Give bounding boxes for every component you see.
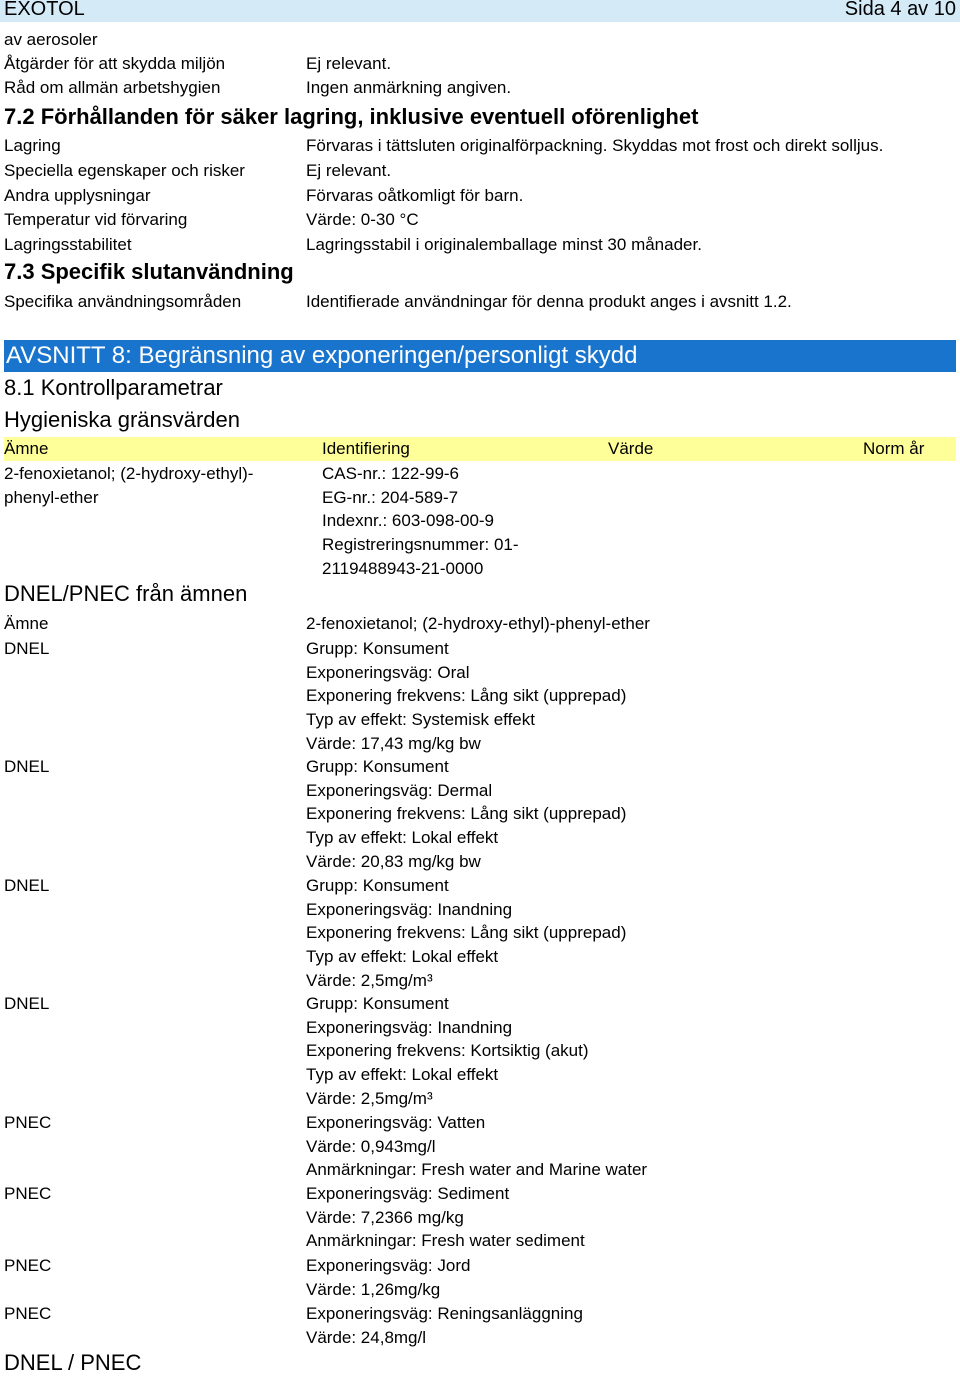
entry-type: DNEL bbox=[4, 876, 50, 895]
entry-detail-line: Exponeringsväg: Vatten bbox=[306, 1113, 486, 1132]
section-8-title: AVSNITT 8: Begränsning av exponeringen/personligt skydd bbox=[6, 342, 638, 369]
entry-detail-line: Grupp: Konsument bbox=[306, 757, 449, 776]
registration-number: Registreringsnummer: 01- bbox=[322, 535, 519, 555]
entry-details bbox=[306, 637, 626, 755]
value-arbetshygien: Ingen anmärkning angiven. bbox=[306, 78, 512, 97]
page-header bbox=[0, 0, 960, 22]
entry-type: PNEC bbox=[4, 1184, 52, 1203]
entry-detail-line: Typ av effekt: Lokal effekt bbox=[306, 947, 499, 967]
entry-details bbox=[306, 1254, 470, 1301]
index-number: Indexnr.: 603-098-00-9 bbox=[322, 511, 495, 531]
col-amne: Ämne bbox=[4, 439, 49, 458]
label-miljo: Åtgärder för att skydda miljön bbox=[4, 54, 226, 73]
entry-type: DNEL bbox=[4, 639, 50, 658]
label-arbetshygien: Råd om allmän arbetshygien bbox=[4, 78, 221, 97]
entry-detail-line: Anmärkningar: Fresh water sediment bbox=[306, 1231, 585, 1251]
dnel-substance-label: Ämne bbox=[4, 614, 49, 633]
registration-number-cont: 2119488943-21-0000 bbox=[322, 558, 484, 578]
label-anvandningsomraden: Specifika användningsområden bbox=[4, 292, 242, 311]
page-number: Sida 4 av 10 bbox=[844, 0, 956, 20]
value-anvandningsomraden: Identifierade användningar för denna produkt anges i avsnitt 1.2. bbox=[306, 292, 792, 311]
value-andra: Förvaras oåtkomligt för barn. bbox=[306, 186, 524, 205]
dnel-pnec-title: DNEL/PNEC från ämnen bbox=[4, 581, 248, 606]
dnel-substance-value: 2-fenoxietanol; (2-hydroxy-ethyl)-phenyl-ether bbox=[306, 614, 650, 633]
entry-detail-line: Grupp: Konsument bbox=[306, 639, 449, 658]
entry-details bbox=[306, 1302, 583, 1349]
col-norm-ar: Norm år bbox=[863, 439, 925, 458]
substance-line: phenyl-ether bbox=[4, 487, 99, 507]
entry-detail-line: Värde: 2,5mg/m³ bbox=[306, 1088, 433, 1108]
label-andra: Andra upplysningar bbox=[4, 186, 151, 205]
entry-detail-line: Exponering frekvens: Lång sikt (upprepad) bbox=[306, 923, 627, 943]
hygiene-table-header bbox=[4, 437, 956, 461]
entry-type: PNEC bbox=[4, 1304, 52, 1323]
substance-identifiers bbox=[322, 462, 519, 580]
entry-detail-line: Värde: 17,43 mg/kg bw bbox=[306, 733, 481, 753]
hygiene-limits-title: Hygieniska gränsvärden bbox=[4, 407, 241, 432]
cas-number: CAS-nr.: 122-99-6 bbox=[322, 464, 460, 483]
entry-detail-line: Exponeringsväg: Inandning bbox=[306, 899, 513, 919]
label-temperatur: Temperatur vid förvaring bbox=[4, 210, 188, 229]
product-name: EXOTOL bbox=[4, 0, 85, 20]
entry-detail-line: Exponeringsväg: Inandning bbox=[306, 1017, 513, 1037]
entry-detail-line: Grupp: Konsument bbox=[306, 876, 449, 895]
entry-detail-line: Exponeringsväg: Sediment bbox=[306, 1184, 510, 1203]
entry-detail-line: Typ av effekt: Systemisk effekt bbox=[306, 710, 535, 730]
section-7-2-title: 7.2 Förhållanden för säker lagring, inklusive eventuell oförenlighet bbox=[4, 104, 699, 129]
entry-detail-line: Värde: 7,2366 mg/kg bbox=[306, 1207, 464, 1227]
entry-detail-line: Exponering frekvens: Lång sikt (upprepad) bbox=[306, 804, 627, 824]
entry-detail-line: Exponeringsväg: Reningsanläggning bbox=[306, 1304, 583, 1323]
substance-name bbox=[4, 462, 253, 509]
entry-type: PNEC bbox=[4, 1113, 52, 1132]
entry-details bbox=[306, 1111, 647, 1182]
entry-type: DNEL bbox=[4, 757, 50, 776]
entry-detail-line: Typ av effekt: Lokal effekt bbox=[306, 828, 499, 848]
label-speciella: Speciella egenskaper och risker bbox=[4, 161, 245, 180]
col-identifiering: Identifiering bbox=[322, 439, 410, 458]
label-lagring: Lagring bbox=[4, 136, 61, 155]
entry-details bbox=[306, 992, 589, 1110]
entry-details bbox=[306, 1182, 585, 1253]
value-temperatur: Värde: 0-30 °C bbox=[306, 210, 419, 229]
eg-number: EG-nr.: 204-589-7 bbox=[322, 487, 459, 507]
entry-type: PNEC bbox=[4, 1256, 52, 1275]
col-varde: Värde bbox=[608, 439, 654, 458]
entry-detail-line: Exponering frekvens: Lång sikt (upprepad) bbox=[306, 686, 627, 706]
section-8-1-title: 8.1 Kontrollparametrar bbox=[4, 375, 223, 400]
entry-detail-line: Exponeringsväg: Jord bbox=[306, 1256, 471, 1275]
entry-detail-line: Värde: 24,8mg/l bbox=[306, 1327, 427, 1347]
entry-detail-line: Typ av effekt: Lokal effekt bbox=[306, 1065, 499, 1085]
label-lagringsstabilitet: Lagringsstabilitet bbox=[4, 235, 132, 254]
entry-detail-line: Värde: 0,943mg/l bbox=[306, 1136, 436, 1156]
substance-line: 2-fenoxietanol; (2-hydroxy-ethyl)- bbox=[4, 464, 254, 483]
entry-detail-line: Värde: 20,83 mg/kg bw bbox=[306, 851, 481, 871]
entry-detail-line: Exponering frekvens: Kortsiktig (akut) bbox=[306, 1041, 589, 1061]
entry-details bbox=[306, 874, 626, 992]
entry-detail-line: Exponeringsväg: Dermal bbox=[306, 780, 493, 800]
entry-detail-line: Anmärkningar: Fresh water and Marine water bbox=[306, 1160, 648, 1180]
dnel-pnec-subtitle: DNEL / PNEC bbox=[4, 1350, 142, 1375]
section-7-3-title: 7.3 Specifik slutanvändning bbox=[4, 259, 294, 284]
entry-type: DNEL bbox=[4, 994, 50, 1013]
entry-detail-line: Exponeringsväg: Oral bbox=[306, 662, 470, 682]
value-lagringsstabilitet: Lagringsstabil i originalemballage minst 30 månader. bbox=[306, 235, 702, 254]
entry-detail-line: Grupp: Konsument bbox=[306, 994, 449, 1013]
entry-detail-line: Värde: 2,5mg/m³ bbox=[306, 970, 433, 990]
entry-detail-line: Värde: 1,26mg/kg bbox=[306, 1279, 441, 1299]
section-8-banner bbox=[4, 340, 956, 372]
entry-details bbox=[306, 755, 626, 873]
value-speciella: Ej relevant. bbox=[306, 161, 392, 180]
value-lagring: Förvaras i tättsluten originalförpackning. Skyddas mot frost och direkt solljus. bbox=[306, 136, 884, 155]
value-miljo: Ej relevant. bbox=[306, 54, 392, 73]
continuation-text: av aerosoler bbox=[4, 30, 98, 49]
